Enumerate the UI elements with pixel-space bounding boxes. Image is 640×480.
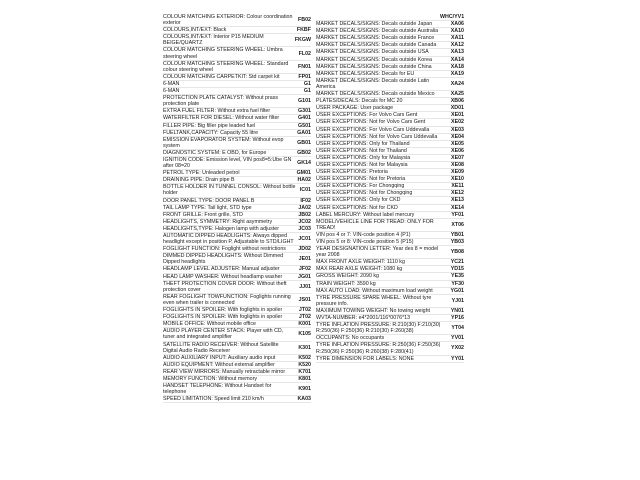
- option-row: [316, 64, 464, 71]
- option-code: YX02: [451, 345, 464, 352]
- option-code: JJ01: [299, 283, 311, 290]
- option-row: [163, 212, 311, 219]
- option-row: [316, 78, 464, 91]
- option-code: XE05: [451, 140, 464, 147]
- option-description: FOGLIGHT FUNCTION: Foglight without restrictions: [163, 246, 286, 253]
- option-code: HA02: [297, 177, 311, 184]
- option-description: AUDIO PLAYER CENTER STACK: Player with CD, tuner and integrated amplifier: [163, 328, 284, 341]
- option-description: MARKET DECALS/SIGNS: Decals outside USA: [316, 49, 429, 56]
- option-row: [316, 155, 464, 162]
- option-code: G401: [298, 115, 311, 122]
- option-description: USER EXCEPTIONS: Pretoria: [316, 169, 388, 176]
- option-description: USER EXCEPTIONS: Not for Chongqing: [316, 190, 413, 197]
- option-description: WVTA-NUMBER: e4*2001/116*0076*13: [316, 315, 411, 322]
- option-code: GM01: [296, 170, 311, 177]
- option-description: BOTTLE HOLDER IN TUNNEL CONSOL: Without bottle holder: [163, 184, 296, 197]
- option-description: USER EXCEPTIONS: Not for CKD: [316, 204, 398, 211]
- option-code: G101: [298, 98, 311, 105]
- option-description: THEFT PROTECTION COVER DOOR: Without theft protection cover: [163, 280, 287, 293]
- option-code: XE13: [451, 197, 464, 204]
- option-description: MAX AUTO LOAD: Without maximum load weight: [316, 287, 433, 294]
- option-description: COLOURS,INT/EXT: Black: [163, 27, 227, 34]
- option-description: HEADLIGHTS,TYPE: Halogen lamp with adjuster: [163, 225, 279, 232]
- option-description: USER EXCEPTIONS: Not for Malaysia: [316, 161, 408, 168]
- option-code: JA02: [298, 204, 311, 211]
- option-code: K001: [298, 321, 311, 328]
- option-row: [316, 176, 464, 183]
- option-row: [316, 42, 464, 49]
- option-code: YN01: [450, 307, 464, 314]
- option-code: YB01: [450, 231, 464, 238]
- option-description: AUTOMATIC DIPPED HEADLIGHTS: Always dipped headlight except in position P, Adjustable to STD/LIGHT: [163, 233, 294, 246]
- option-code: YJ01: [451, 297, 464, 304]
- option-code: XA11: [451, 35, 464, 42]
- option-description: DOOR PANEL TYPE: DOOR PANEL B: [163, 197, 255, 204]
- option-row: [316, 28, 464, 35]
- option-code: YF01: [451, 211, 464, 218]
- option-code: XE08: [451, 161, 464, 168]
- option-description: DIAGNOSTIC SYSTEM: E OBD, for Europe: [163, 149, 267, 156]
- option-row: [316, 356, 464, 363]
- option-row: [316, 21, 464, 28]
- option-row: [163, 383, 311, 396]
- option-description: REAR FOGLIGHT TOWFUNCTION: Foglights running even when trailer is connected: [163, 293, 291, 306]
- option-row: [316, 232, 464, 239]
- option-row: [316, 212, 464, 219]
- option-description: EMISSION EVAPORATOR SYSTEM: Without evop system: [163, 136, 284, 149]
- option-row: [163, 123, 311, 130]
- option-row: [163, 226, 311, 233]
- option-description: TYRE INFLATION PRESSURE: R:250(36) F:250(36) R:250(36) F:250(36) R:260(38) F:280(41): [316, 342, 441, 355]
- option-row: [163, 137, 311, 150]
- option-description: TYRE INFLATION PRESSURE: R:210(30) F:210(30) R:250(36) F:250(36) R:210(30) F:260(38): [316, 322, 441, 335]
- option-code: YV01: [451, 335, 464, 342]
- option-row: [316, 162, 464, 169]
- option-row: [316, 259, 464, 266]
- option-description: MARKET DECALS/SIGNS: Decals outside Mexico: [316, 91, 435, 98]
- option-row: [163, 61, 311, 74]
- option-code: JT02: [298, 307, 311, 314]
- option-row: [163, 219, 311, 226]
- option-row: [316, 281, 464, 288]
- option-description: PETROL TYPE: Unleaded petrol: [163, 170, 240, 177]
- option-row: [163, 396, 311, 403]
- option-description: REAR VIEW MIRRORS: Manually retractable mirror: [163, 368, 286, 375]
- option-row: [316, 71, 464, 78]
- option-row: [316, 335, 464, 342]
- option-code: JC01: [298, 236, 311, 243]
- option-code: IF02: [300, 197, 311, 204]
- option-description: MARKET DECALS/SIGNS: Decals outside Japan: [316, 21, 433, 28]
- option-code: JB02: [298, 211, 311, 218]
- option-description: AUDIO AUXILIARY INPUT: Auxiliary audio input: [163, 354, 276, 361]
- option-row: [163, 281, 311, 294]
- option-row: [316, 91, 464, 98]
- option-code: YC21: [450, 259, 464, 266]
- option-description: FOGLIGHTS IN SPOILER: With foglights in spoiler: [163, 314, 283, 321]
- option-code: K520: [298, 361, 311, 368]
- option-description: HEADLIGHTS, SYMMETRY: Right asymmetry: [163, 218, 273, 225]
- option-code: FN01: [298, 63, 311, 70]
- option-row: [163, 170, 311, 177]
- option-description: GROSS WEIGHT: 2090 kg: [316, 273, 379, 280]
- option-row: [163, 328, 311, 341]
- option-row: [316, 273, 464, 280]
- option-code: FP01: [298, 73, 311, 80]
- option-row: [163, 246, 311, 253]
- option-code: XE04: [451, 133, 464, 140]
- option-description: MARKET DECALS/SIGNS: Decals outside Canada: [316, 42, 437, 49]
- option-code: XA24: [450, 80, 464, 87]
- option-code: YB03: [450, 239, 464, 245]
- option-code: XE07: [451, 154, 464, 161]
- option-description: TAIL LAMP TYPE: Tail light, STD type: [163, 204, 252, 211]
- option-description: MARKET DECALS/SIGNS: Decals outside France: [316, 35, 435, 42]
- option-row: [163, 205, 311, 212]
- option-description: DIMMED DIPPED HEADLIGHTS: Without Dimmed Dipped headlights: [163, 253, 284, 266]
- option-row: [316, 35, 464, 42]
- option-row: [163, 95, 311, 108]
- option-row: [163, 355, 311, 362]
- option-row: [316, 141, 464, 148]
- option-code: YY01: [451, 355, 464, 362]
- option-code: XE10: [451, 176, 464, 183]
- option-row: [316, 119, 464, 126]
- option-code: G501: [298, 122, 311, 129]
- option-row: [163, 74, 311, 81]
- option-description: DRAINING PIPE: Drain pipe B: [163, 177, 235, 184]
- option-code: XE06: [451, 147, 464, 154]
- option-row: [163, 157, 311, 170]
- option-description: USER EXCEPTIONS: For Chongqing: [316, 183, 405, 190]
- option-code: YT04: [451, 325, 464, 332]
- option-description: USER EXCEPTIONS: Only for Thailand: [316, 140, 410, 147]
- option-code: XE14: [451, 204, 464, 211]
- option-code: XA14: [450, 56, 464, 63]
- option-code: JS01: [298, 296, 311, 303]
- option-code: XT06: [451, 221, 464, 228]
- option-code: KA03: [297, 396, 311, 403]
- option-row: [316, 315, 464, 322]
- option-code: GB01: [297, 139, 311, 146]
- option-description: PROTECTION PLATE CATALYST: Without prass protection plate: [163, 95, 278, 108]
- option-description: FRONT GRILLE: Front grille, STD: [163, 211, 243, 218]
- option-description: VIN pos 5 or 8: VIN-code position 5 (P15): [316, 239, 414, 245]
- option-row: [316, 219, 464, 232]
- option-row: [316, 169, 464, 176]
- option-row: [163, 342, 311, 355]
- option-row: [316, 342, 464, 355]
- option-row: [316, 239, 464, 246]
- option-row: [316, 134, 464, 141]
- option-description: FUELTANK,CAPACITY: Capacity 55 litre: [163, 129, 259, 136]
- option-description: TRAIN WEIGHT: 3590 kg: [316, 280, 376, 287]
- option-row: [163, 321, 311, 328]
- option-description: FILLER PIPE: Big filler pipe leaded fuel: [163, 122, 256, 129]
- option-row: [163, 88, 311, 95]
- option-description: COLOUR MATCHING STEERING WHEEL: Umbra steering wheel: [163, 47, 283, 60]
- option-description: WATERFILTER FOR DIESEL: Without water filter: [163, 115, 280, 122]
- option-code: XA10: [450, 28, 464, 35]
- option-description: USER EXCEPTIONS: Only for CKD: [316, 197, 401, 204]
- option-description: MOBILE OFFICE: Without mobile office: [163, 321, 256, 328]
- option-description: MARKET DECALS/SIGNS: Decals outside Australia: [316, 28, 439, 35]
- option-description: HEAD LAMP WASHER: Without headlamp washer: [163, 273, 283, 280]
- option-code: YP16: [451, 315, 464, 322]
- option-code: FKGW: [294, 37, 311, 44]
- option-code: XA25: [450, 91, 464, 98]
- option-description: FOGLIGHTS IN SPOILER: With foglights in spoiler: [163, 307, 283, 314]
- option-row: [163, 150, 311, 157]
- option-row: [316, 148, 464, 155]
- option-description: HANDSET TELEPHONE: Without Handset for telephone: [163, 383, 272, 396]
- option-code: YB08: [450, 249, 464, 256]
- option-description: USER EXCEPTIONS: Not for Pretoria: [316, 176, 406, 183]
- option-row: [163, 184, 311, 197]
- option-row: [163, 81, 311, 88]
- option-code: XE11: [451, 183, 464, 190]
- option-row: [316, 197, 464, 204]
- document-header-code: WHC/YV1: [440, 14, 465, 20]
- option-description: MAX REAR AXLE WEIGHT: 1080 kg: [316, 266, 403, 273]
- option-description: AUDIO EQUIPMENT: Without external amplifier: [163, 361, 275, 368]
- option-code: XB06: [450, 98, 464, 105]
- option-code: XA06: [450, 21, 464, 28]
- option-description: MARKET DECALS/SIGNS: Decals outside Korea: [316, 56, 432, 63]
- option-row: [163, 14, 311, 27]
- option-row: [316, 246, 464, 259]
- option-row: [163, 294, 311, 307]
- option-row: [163, 34, 311, 47]
- option-code: XD01: [450, 105, 464, 112]
- left-option-column: [163, 14, 311, 403]
- option-description: HEADLAMP LEVEL ADJUSTER: Manual adjuster: [163, 266, 280, 273]
- option-row: [316, 112, 464, 119]
- option-code: G1: [303, 80, 311, 87]
- option-description: USER EXCEPTIONS: Only for Malaysia: [316, 154, 411, 161]
- option-code: JE01: [298, 256, 311, 263]
- option-row: [316, 190, 464, 197]
- option-row: [316, 266, 464, 273]
- option-code: K502: [298, 354, 311, 361]
- option-description: MARKET DECALS/SIGNS: Decals outside Latin America: [316, 77, 430, 90]
- option-row: [163, 115, 311, 122]
- option-row: [316, 105, 464, 112]
- option-row: [163, 198, 311, 205]
- option-row: [163, 253, 311, 266]
- option-row: [316, 98, 464, 105]
- option-row: [163, 47, 311, 60]
- option-code: JD02: [298, 246, 311, 253]
- option-description: EXTRA FUEL FILTER: Without extra fuel filter: [163, 108, 271, 115]
- option-description: COLOURS,INT/EXT: Interior P15 MEDIUM BEIGE/QUARTZ: [163, 34, 264, 47]
- option-row: [316, 322, 464, 335]
- option-row: [163, 130, 311, 137]
- option-row: [163, 362, 311, 369]
- option-description: USER PACKAGE: User package: [316, 105, 394, 112]
- option-code: XA19: [450, 70, 464, 77]
- option-code: XE01: [451, 112, 464, 119]
- option-row: [316, 308, 464, 315]
- option-description: MARKET DECALS/SIGNS: Decals for EU: [316, 70, 415, 77]
- option-description: TYRE PRESSURE SPARE WHEEL: Without tyre pressure info.: [316, 294, 432, 307]
- option-code: GB02: [297, 149, 311, 156]
- option-code: K301: [298, 344, 311, 351]
- option-code: JC02: [298, 218, 311, 225]
- option-description: COLOUR MATCHING EXTERIOR: Colour coordination exterior: [163, 14, 293, 27]
- option-description: MAX FRONT AXLE WEIGHT: 1110 kg: [316, 259, 405, 266]
- option-code: FL02: [298, 50, 311, 57]
- option-row: [163, 233, 311, 246]
- option-description: COLOUR MATCHING STEERING WHEEL: Standard colour steering wheel: [163, 60, 289, 73]
- option-description: 6-MAN: [163, 80, 180, 87]
- option-code: XA12: [450, 42, 464, 49]
- option-row: [163, 314, 311, 321]
- option-description: MODEL/VEHICLE LINE FOR TREAD: ONLY FOR TREAD!: [316, 218, 434, 231]
- option-code: K105: [298, 331, 311, 338]
- option-code: GA01: [297, 129, 311, 136]
- option-description: MARKET DECALS/SIGNS: Decals outside China: [316, 63, 432, 70]
- option-code: JG01: [298, 273, 311, 280]
- option-row: [316, 14, 464, 21]
- option-description: USER EXCEPTIONS: Not for Volvo Cars Uddevalla: [316, 133, 438, 140]
- option-code: FKBF: [296, 27, 311, 34]
- option-code: XE03: [451, 126, 464, 133]
- option-description: SATELLITE RADIO RECEIVER: Without Satellite Digital Audio Radio Receiver: [163, 341, 279, 354]
- option-code: JC03: [298, 225, 311, 232]
- option-code: XE02: [451, 119, 464, 126]
- option-row: [316, 183, 464, 190]
- option-code: XA18: [450, 63, 464, 70]
- option-code: XE09: [451, 169, 464, 176]
- option-row: [163, 307, 311, 314]
- option-description: USER EXCEPTIONS: Not for Volvo Cars Gent: [316, 119, 426, 126]
- option-code: YD15: [450, 266, 464, 273]
- option-code: XA13: [450, 49, 464, 56]
- option-description: VIN pos 4 or 7: VIN-code position 4 (P1): [316, 231, 411, 238]
- right-option-column: [316, 14, 464, 363]
- option-description: 6-MAN: [163, 88, 180, 95]
- option-code: XE12: [451, 190, 464, 197]
- option-code: YF30: [451, 280, 464, 287]
- option-code: YE35: [451, 273, 464, 280]
- option-description: LABEL MERCURY: Without label mercury: [316, 211, 415, 218]
- option-row: [163, 274, 311, 281]
- option-code: FB02: [298, 17, 311, 24]
- option-row: [163, 369, 311, 376]
- option-row: [163, 177, 311, 184]
- option-code: GK14: [297, 160, 311, 167]
- option-code: K701: [298, 368, 311, 375]
- option-code: K901: [298, 386, 311, 393]
- option-row: [163, 376, 311, 383]
- option-description: TYRE DIMENSION FOR LABELS: NONE: [316, 355, 415, 362]
- option-description: COLOUR MATCHING CARPETKIT: Std carpet kit: [163, 73, 280, 80]
- option-row: [316, 57, 464, 64]
- option-row: [316, 205, 464, 212]
- option-code: JT02: [298, 314, 311, 321]
- option-code: IC01: [299, 187, 311, 194]
- option-description: USER EXCEPTIONS: For Volvo Cars Gent: [316, 112, 418, 119]
- option-code: YG01: [450, 287, 464, 294]
- option-row: [316, 295, 464, 308]
- option-description: USER EXCEPTIONS: Not for Thailand: [316, 147, 407, 154]
- option-description: PLATES/DECALS: Decals for MC 20: [316, 98, 403, 105]
- option-description: YEAR DESIGNATION LETTER: Year des 8 = model year 2008: [316, 246, 439, 259]
- option-row: [163, 108, 311, 115]
- option-row: [163, 27, 311, 34]
- option-code: G301: [298, 108, 311, 115]
- option-row: [316, 288, 464, 295]
- option-code: G1: [303, 88, 311, 95]
- option-row: [316, 49, 464, 56]
- option-row: [316, 127, 464, 134]
- option-row: [163, 266, 311, 273]
- option-description: USER EXCEPTIONS: For Volvo Cars Uddevalla: [316, 126, 430, 133]
- option-description: SPEED LIMITATION: Speed limit 210 km/h: [163, 396, 264, 403]
- option-code: K801: [298, 375, 311, 382]
- option-description: IGNITION CODE: Emission level, VIN pos8=5:Ube GN after 08=20: [163, 156, 292, 170]
- option-description: OCCUPANTS: No occupants: [316, 335, 385, 342]
- option-description: MAXIMUM TOWING WEIGHT: No towing weight: [316, 307, 431, 314]
- option-code: JF02: [298, 266, 311, 273]
- option-description: MEMORY FUNCTION: Without memory: [163, 375, 257, 382]
